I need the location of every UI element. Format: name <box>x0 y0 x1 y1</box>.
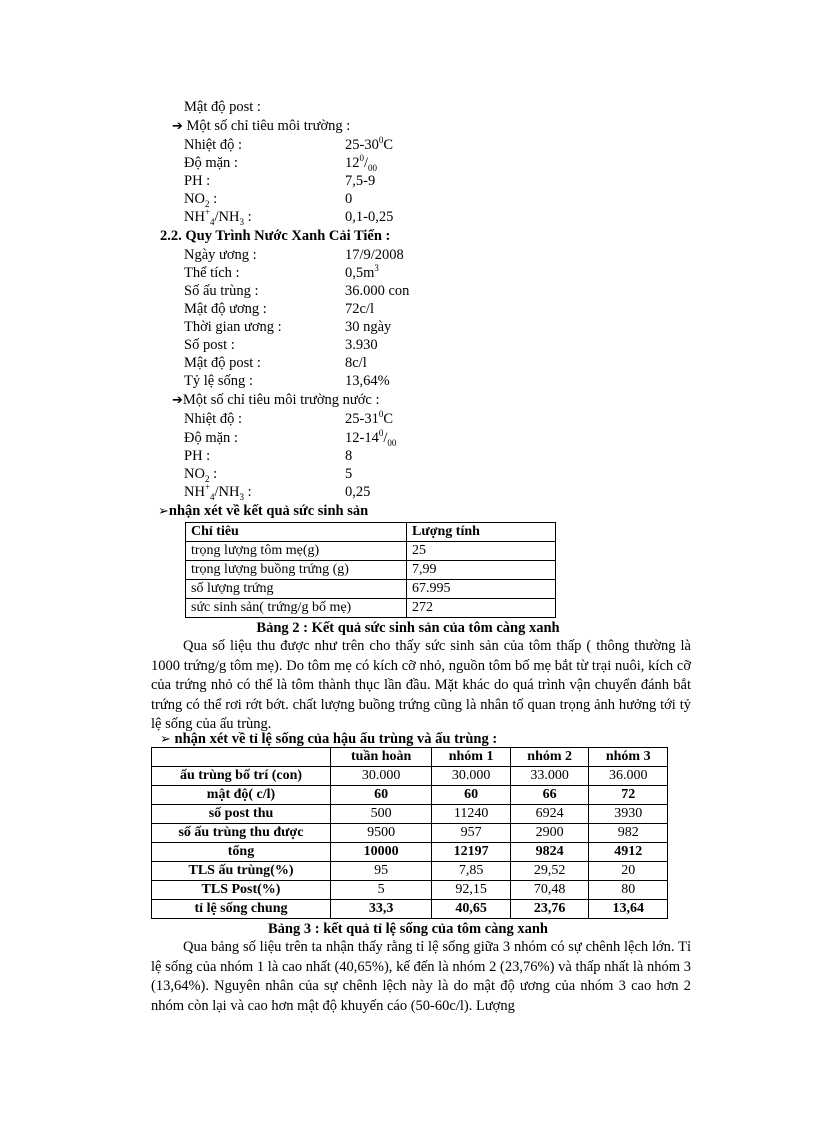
nh-value-2: 0,25 <box>345 484 371 500</box>
table-cell: 60 <box>331 786 432 805</box>
row-value: $0,5m^3$ <box>345 263 379 281</box>
table-row <box>152 900 668 919</box>
table-row <box>186 599 556 618</box>
table-row <box>186 580 556 599</box>
temp-label-1: Nhiệt độ : <box>184 137 242 153</box>
nh-label-2: $NH^+_4/NH_3$ : <box>184 482 252 502</box>
arrow-right-icon: ➔ <box>172 393 183 408</box>
table-cell: 33,3 <box>331 900 432 919</box>
table-row <box>152 843 668 862</box>
table-cell: 70,48 <box>510 881 589 900</box>
arrow-left-icon: ➢ <box>158 504 169 519</box>
table-cell: 957 <box>432 824 511 843</box>
table-header-cell: Chỉ tiêu <box>186 523 407 542</box>
survival-heading: ➢ nhận xét về tỉ lệ sống của hậu ấu trùng và ấu trùng : <box>160 731 498 747</box>
env-heading-2: ➔Một số chỉ tiêu môi trường nước : <box>172 392 380 408</box>
ph-label-1: PH : <box>184 173 211 189</box>
row-header-cell: tổng <box>152 843 331 862</box>
table-cell: 9824 <box>510 843 589 862</box>
table-cell: 3930 <box>589 805 668 824</box>
row-label: Tỷ lệ sống : <box>184 373 253 389</box>
table-row <box>152 786 668 805</box>
nh-value-1: 0,1-0,25 <box>345 209 394 225</box>
row-value: 13,64% <box>345 373 390 389</box>
survival-table <box>151 747 668 919</box>
temp-value-2: $25-31^0C$ <box>345 409 394 427</box>
no2-value-1: 0 <box>345 191 353 207</box>
table-header-cell: nhóm 2 <box>510 748 589 767</box>
row-value: 72c/l <box>345 301 374 317</box>
table-row <box>152 805 668 824</box>
table-cell: trọng lượng tôm mẹ(g) <box>186 542 407 561</box>
table-header-row <box>186 523 556 542</box>
table-cell: 30.000 <box>331 767 432 786</box>
row-label: Mật độ ương : <box>184 301 267 317</box>
row-header-cell: TLS ấu trùng(%) <box>152 862 331 881</box>
table-cell: 36.000 <box>589 767 668 786</box>
table-cell: trọng lượng buồng trứng (g) <box>186 561 407 580</box>
table-row <box>186 542 556 561</box>
table-cell: 20 <box>589 862 668 881</box>
table-cell: 33.000 <box>510 767 589 786</box>
row-label: Số post : <box>184 337 235 353</box>
ph-label-2: PH : <box>184 448 211 464</box>
fertility-heading: ➢nhận xét về kết quả sức sinh sản <box>158 503 369 519</box>
nh-label-1: $NH^+_4/NH_3$ : <box>184 207 252 227</box>
row-header-cell: TLS Post(%) <box>152 881 331 900</box>
table-cell: 7,99 <box>407 561 556 580</box>
row-label: Thể tích : <box>184 265 240 281</box>
table-cell: sức sinh sản( trứng/g bố mẹ) <box>186 599 407 618</box>
table-row <box>152 824 668 843</box>
row-header-cell: số ấu trùng thu được <box>152 824 331 843</box>
row-label: Mật độ post : <box>184 355 261 371</box>
row-header-cell: ấu trùng bố trí (con) <box>152 767 331 786</box>
table-cell: 12197 <box>432 843 511 862</box>
table-cell: 9500 <box>331 824 432 843</box>
table-cell: 66 <box>510 786 589 805</box>
salinity-label-1: Độ mặn : <box>184 155 238 171</box>
table-cell: 30.000 <box>432 767 511 786</box>
no2-label-2: $NO_2$ : <box>184 466 218 484</box>
temp-value-1: $25-30^0C$ <box>345 135 394 153</box>
env-heading-1: ➔ Một số chỉ tiêu môi trường : <box>172 118 351 134</box>
table-cell: 92,15 <box>432 881 511 900</box>
table-cell: 72 <box>589 786 668 805</box>
row-header-cell: mật độ( c/l) <box>152 786 331 805</box>
section-heading-2-2: 2.2. Quy Trình Nước Xanh Cải Tiến : <box>160 228 391 244</box>
table-header-row <box>152 748 668 767</box>
table-cell: 23,76 <box>510 900 589 919</box>
table-row <box>152 881 668 900</box>
table-cell: số lượng trứng <box>186 580 407 599</box>
row-value: 36.000 con <box>345 283 410 299</box>
salinity-value-2: $12-14^0/_{00}$ <box>345 428 397 448</box>
ph-value-2: 8 <box>345 448 353 464</box>
post-density-label: Mật độ post : <box>184 99 261 115</box>
row-header-cell: số post thu <box>152 805 331 824</box>
row-value: 30 ngày <box>345 319 392 335</box>
table-cell: 67.995 <box>407 580 556 599</box>
table-2-caption: Bảng 2 : Kết quả sức sinh sản của tôm càng xanh <box>256 620 560 636</box>
table-cell: 40,65 <box>432 900 511 919</box>
table-cell: 500 <box>331 805 432 824</box>
table-row <box>186 561 556 580</box>
row-label: Thời gian ương : <box>184 319 282 335</box>
arrow-left-icon: ➢ <box>160 732 171 747</box>
row-value: 3.930 <box>345 337 378 353</box>
row-header-cell: tỉ lệ sống chung <box>152 900 331 919</box>
table-header-cell: Lượng tính <box>407 523 556 542</box>
table-header-cell: nhóm 1 <box>432 748 511 767</box>
table-cell: 29,52 <box>510 862 589 881</box>
table-cell: 272 <box>407 599 556 618</box>
row-label: Ngày ương : <box>184 247 257 263</box>
table-cell: 25 <box>407 542 556 561</box>
table-cell: 2900 <box>510 824 589 843</box>
table-cell: 13,64 <box>589 900 668 919</box>
no2-value-2: 5 <box>345 466 353 482</box>
table-cell: 11240 <box>432 805 511 824</box>
table-cell: 5 <box>331 881 432 900</box>
row-value: 17/9/2008 <box>345 247 404 263</box>
table-cell: 4912 <box>589 843 668 862</box>
no2-label-1: $NO_2$ : <box>184 191 218 209</box>
table-cell: 10000 <box>331 843 432 862</box>
salinity-label-2: Độ mặn : <box>184 430 238 446</box>
table-row <box>152 862 668 881</box>
arrow-right-icon: ➔ <box>172 119 183 134</box>
fertility-paragraph: Qua số liệu thu được như trên cho thấy sức sinh sản của tôm thấp ( thông thường là 1000 trứng/g tôm mẹ). Do tôm mẹ có kích cỡ nhỏ, nguồn tôm bố mẹ bắt từ trại nuôi, kích cỡ của trứng nhỏ có thể là tôm thành thục lần đầu. Mặt khác do quá trình vận chuyển đánh bắt trứng có thể rơi rớt bớt. chất lượng buồng trứng cũng là nhân tố quan trọng ảnh hưởng tới tỷ lệ sống của ấu trùng. <box>151 638 691 732</box>
ph-value-1: 7,5-9 <box>345 173 376 189</box>
table-header-cell: nhóm 3 <box>589 748 668 767</box>
table-cell: 60 <box>432 786 511 805</box>
temp-label-2: Nhiệt độ : <box>184 411 242 427</box>
table-cell: 6924 <box>510 805 589 824</box>
table-cell: 982 <box>589 824 668 843</box>
table-cell: 95 <box>331 862 432 881</box>
fertility-table <box>185 522 556 618</box>
row-label: Số ấu trùng : <box>184 283 259 299</box>
table-cell: 7,85 <box>432 862 511 881</box>
table-cell: 80 <box>589 881 668 900</box>
table-header-cell <box>152 748 331 767</box>
table-3-caption: Bảng 3 : kết quả tỉ lệ sống của tôm càng xanh <box>268 921 548 937</box>
table-header-cell: tuần hoàn <box>331 748 432 767</box>
salinity-value-1: $12^0/_{00}$ <box>345 153 378 173</box>
survival-paragraph: Qua bảng số liệu trên ta nhận thấy rằng tỉ lệ sống giữa 3 nhóm có sự chênh lệch lớn. Tỉ lệ sống của nhóm 1 là cao nhất (40,65%), kế đến là nhóm 2 (23,76%) và thấp nhất là nhóm 3 (13,64%). Nguyên nhân của sự chênh lệch này là do mật độ ương của nhóm 3 cao hơn 2 nhóm còn lại và cao hơn mật độ khuyến cáo (50-60c/l). Lượng <box>151 939 691 1014</box>
row-value: 8c/l <box>345 355 367 371</box>
table-row <box>152 767 668 786</box>
